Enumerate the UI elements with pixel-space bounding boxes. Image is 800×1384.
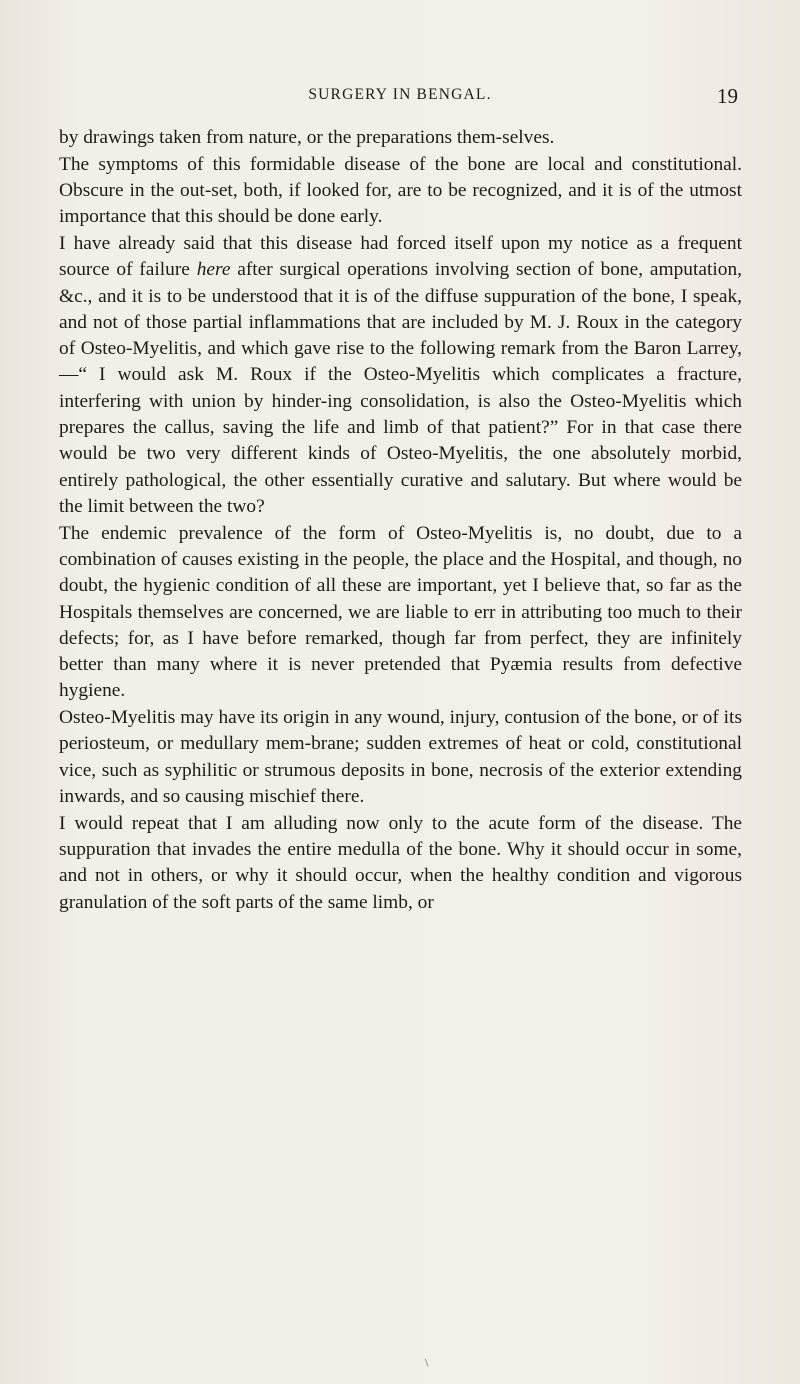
paragraph-osteo-myelitis-part1: I have already said that this disease had forced itself upon my notice as a frequent source of failure [59,232,742,281]
stray-ink-mark [425,1358,431,1367]
paragraph-symptoms: The symptoms of this formidable disease of the bone are local and constitutional. Obscure in the out-set, both, if looked for, are to be recognized, and it is of the utmost importance that this should be done early. [59,153,742,228]
paragraph-endemic-prevalence: The endemic prevalence of the form of Osteo-Myelitis is, no doubt, due to a combination of causes existing in the people, the place and the Hospital, and though, no doubt, the hygienic condition of all these are important, yet I believe that, so far as the Hospitals themselves are concerned, we are liable to err in attributing too much to their defects; for, as I have before remarked, though far from perfect, they are infinitely better than many where it is never pretended that Pyæmia results from defective hygiene. [59,522,742,702]
paragraph-osteo-myelitis [59,231,742,520]
body-text [59,125,742,916]
paragraph-acute-form: I would repeat that I am alluding now only to the acute form of the disease. The suppuration that invades the entire medulla of the bone. Why it should occur in some, and not in others, or why it should occur, when the healthy condition and vigorous granulation of the soft parts of the same limb, or [59,812,742,913]
running-head [60,84,740,108]
running-title: SURGERY IN BENGAL. [308,86,492,103]
paragraph-osteo-myelitis-part2: after surgical operations involving section of bone, amputation, &c., and it is to be understood that it is of the diffuse suppuration of the bone, I speak, and not of those partial inflammations that are included by M. J. Roux in the category of Osteo-Myelitis, and which gave rise to the following remark from the Baron Larrey,—“ I would ask M. Roux if the Osteo-Myelitis which complicates a fracture, interfering with union by hinder-ing consolidation, is also the Osteo-Myelitis which prepares the callus, saving the life and limb of that patient?” For in that case there would be two very different kinds of Osteo-Myelitis, the one absolutely morbid, entirely pathological, the other essentially curative and salutary. But where would be the limit between the two? [59,259,742,517]
page-number: 19 [717,84,738,108]
paragraph-origin: Osteo-Myelitis may have its origin in any wound, injury, contusion of the bone, or of its periosteum, or medullary mem-brane; sudden extremes of heat or cold, constitutional vice, such as syphilitic or strumous deposits in bone, necrosis of the exterior extending inwards, and so causing mischief there. [59,707,742,807]
emphasis-here: here [196,259,231,281]
paragraph-continuation: by drawings taken from nature, or the preparations them-selves. [59,127,555,148]
